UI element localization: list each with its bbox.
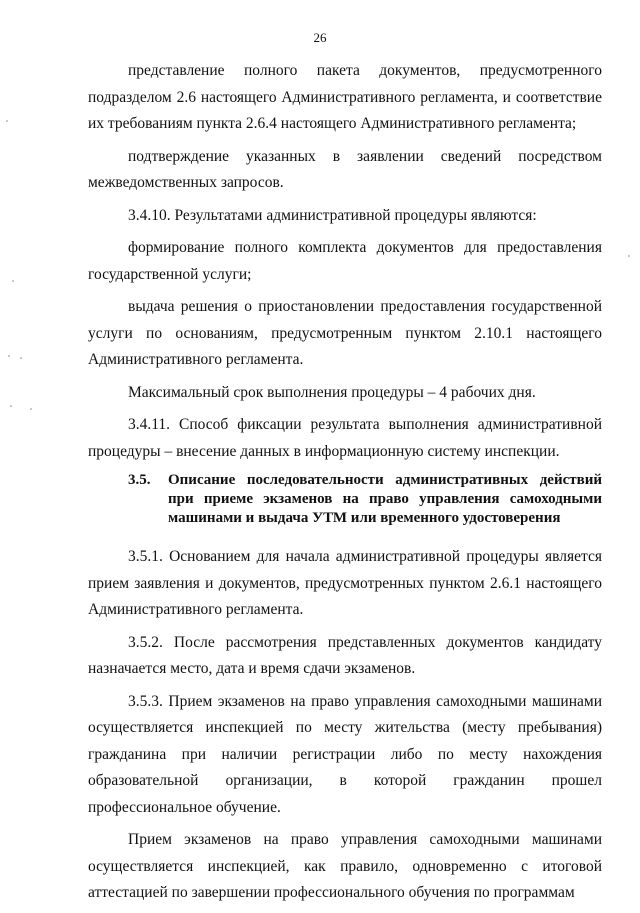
paragraph: подтверждение указанных в заявлении сведений посредством межведомственных запросов. xyxy=(88,147,602,191)
scan-speck xyxy=(8,355,10,357)
paragraph: 3.4.11. Способ фиксации результата выполнения административной процедуры – внесение данных в информационную систему инспекции. xyxy=(88,416,602,460)
section-heading xyxy=(88,471,602,528)
paragraph: представление полного пакета документов, предусмотренного подразделом 2.6 настоящего Административного регламента, и соответствие их требованиям пункта 2.6.4 настоящего Административного регламента; xyxy=(88,62,602,132)
document-body xyxy=(88,58,602,913)
section-title: Описание последовательности административных действий при приеме экзаменов на право управления самоходными машинами и выдача УТМ или временного удостоверения xyxy=(168,472,602,526)
scan-speck xyxy=(628,255,630,257)
scan-speck xyxy=(30,408,32,410)
scan-speck xyxy=(12,280,14,282)
scan-speck xyxy=(20,357,22,359)
paragraph: 3.5.2. После рассмотрения представленных документов кандидату назначается место, дата и время сдачи экзаменов. xyxy=(88,633,602,677)
scan-speck xyxy=(10,405,12,407)
paragraph: 3.5.1. Основанием для начала административной процедуры является прием заявления и документов, предусмотренных пунктом 2.6.1 настоящего Административного регламента. xyxy=(88,548,602,618)
paragraph: 3.5.3. Прием экзаменов на право управления самоходными машинами осуществляется инспекцией по месту жительства (месту пребывания) гражданина при наличии регистрации либо по месту нахождения образовательной организации, в которой гражданин прошел профессиональное обучение. xyxy=(88,692,602,816)
paragraph: Прием экзаменов на право управления самоходными машинами осуществляется инспекцией, как правило, одновременно с итоговой аттестацией по завершении профессионального обучения по программам xyxy=(88,831,602,901)
paragraph: выдача решения о приостановлении предоставления государственной услуги по основаниям, предусмотренным пунктом 2.10.1 настоящего Административного регламента. xyxy=(88,298,602,368)
paragraph: Максимальный срок выполнения процедуры – 4 рабочих дня. xyxy=(128,383,536,401)
paragraph: 3.4.10. Результатами административной процедуры являются: xyxy=(128,206,537,224)
paragraph: формирование полного комплекта документов для предоставления государственной услуги; xyxy=(88,239,602,283)
scan-speck xyxy=(6,120,8,122)
section-number: 3.5. xyxy=(128,472,151,488)
page-number: 26 xyxy=(313,30,327,45)
